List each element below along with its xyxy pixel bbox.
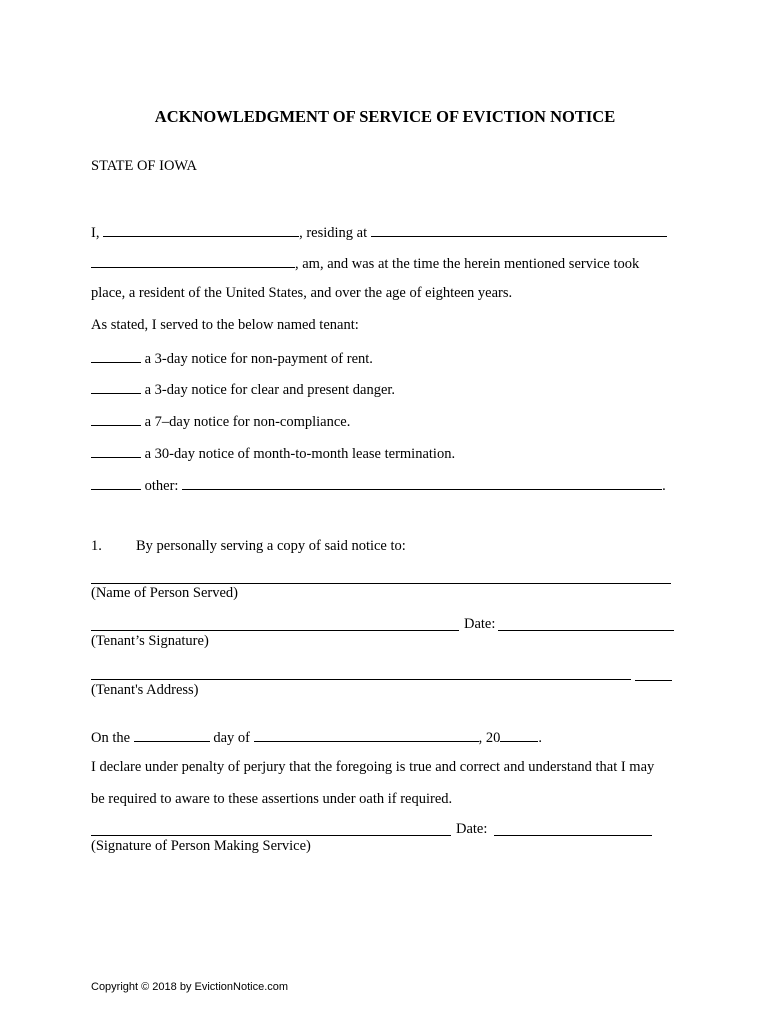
service-day-field[interactable] xyxy=(134,727,210,742)
notice-option-label: a 30-day notice of month-to-month lease termination. xyxy=(144,446,456,462)
notice-checkmark-field[interactable] xyxy=(91,475,141,490)
notice-option-label: a 3-day notice for clear and present danger. xyxy=(144,382,396,398)
year-suffix: . xyxy=(538,730,542,746)
residing-label: , residing at xyxy=(299,225,368,241)
am-text: , am, and was at the time the herein mentioned service took xyxy=(295,256,640,272)
notice-option-label: a 3-day notice for non-payment of rent. xyxy=(144,351,373,367)
service-year-field[interactable] xyxy=(500,727,538,742)
state-label: STATE OF IOWA xyxy=(91,158,197,174)
tenant-address-extra-field[interactable] xyxy=(635,680,672,681)
residence-address-field[interactable] xyxy=(371,222,667,237)
notice-option-noncompliance xyxy=(91,411,350,431)
notice-checkmark-field[interactable] xyxy=(91,379,141,394)
notice-option-danger xyxy=(91,379,395,399)
server-signature-field[interactable] xyxy=(91,835,451,836)
server-date-label: Date: xyxy=(456,821,488,837)
year-prefix: , 20 xyxy=(478,730,501,746)
residence-address-continued-field[interactable] xyxy=(91,253,295,268)
declarant-name-field[interactable] xyxy=(103,222,299,237)
service-date-line xyxy=(91,727,542,747)
service-month-field[interactable] xyxy=(254,727,479,742)
tenant-date-label: Date: xyxy=(464,616,496,632)
residency-statement: place, a resident of the United States, and over the age of eighteen years. xyxy=(91,285,513,301)
tenant-signature-field[interactable] xyxy=(91,630,459,631)
tenant-address-field[interactable] xyxy=(91,679,631,680)
notice-option-lease-termination xyxy=(91,443,455,463)
intro-line-2 xyxy=(91,253,639,273)
section-number: 1. xyxy=(91,538,102,554)
served-statement: As stated, I served to the below named tenant: xyxy=(91,317,359,333)
declaration-line-1: I declare under penalty of perjury that the foregoing is true and correct and understand that I may xyxy=(91,759,655,775)
notice-option-nonpayment xyxy=(91,348,373,368)
on-the-label: On the xyxy=(91,730,131,746)
notice-option-label: a 7–day notice for non-compliance. xyxy=(144,414,351,430)
server-date-field[interactable] xyxy=(494,835,652,836)
copyright-footer: Copyright © 2018 by EvictionNotice.com xyxy=(91,981,289,993)
i-label: I, xyxy=(91,225,100,241)
document-title: ACKNOWLEDGMENT OF SERVICE OF EVICTION NOTICE xyxy=(154,107,616,126)
notice-option-other xyxy=(91,475,666,495)
other-period: . xyxy=(662,478,666,494)
tenant-signature-label: (Tenant’s Signature) xyxy=(91,633,209,649)
tenant-address-label: (Tenant's Address) xyxy=(91,682,199,698)
notice-checkmark-field[interactable] xyxy=(91,443,141,458)
name-served-field[interactable] xyxy=(91,583,671,584)
notice-checkmark-field[interactable] xyxy=(91,348,141,363)
day-of-label: day of xyxy=(213,730,250,746)
declaration-line-2: be required to aware to these assertions under oath if required. xyxy=(91,791,453,807)
tenant-date-field[interactable] xyxy=(498,630,674,631)
intro-line-1 xyxy=(91,222,667,242)
name-served-label: (Name of Person Served) xyxy=(91,585,238,601)
section-text: By personally serving a copy of said notice to: xyxy=(136,538,406,554)
other-notice-field[interactable] xyxy=(182,475,662,490)
notice-checkmark-field[interactable] xyxy=(91,411,141,426)
server-signature-label: (Signature of Person Making Service) xyxy=(91,838,311,854)
other-label: other: xyxy=(144,478,179,494)
